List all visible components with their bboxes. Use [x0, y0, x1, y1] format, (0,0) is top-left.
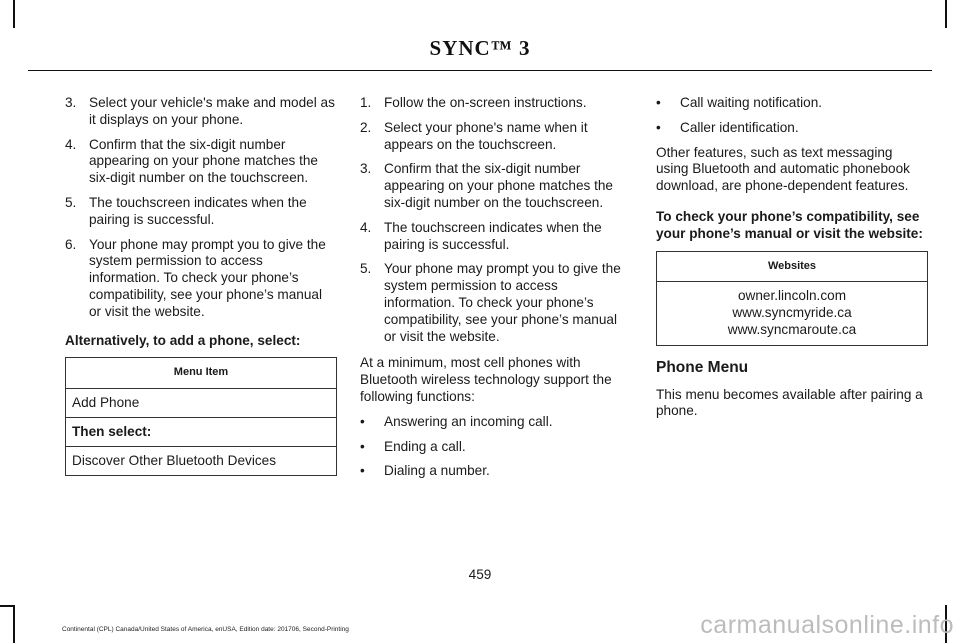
- bullet-icon: •: [656, 119, 661, 135]
- bullet-icon: •: [656, 95, 661, 110]
- watermark: carmanualsonline.info: [700, 611, 954, 639]
- list-item: [65, 195, 337, 229]
- bullet-text: Call waiting notification.: [680, 95, 823, 110]
- table-row: Discover Other Bluetooth Devices: [66, 446, 337, 475]
- list-item: [360, 161, 632, 211]
- paragraph: Other features, such as text messaging using Bluetooth and automatic phonebook download, are phone-dependent features.: [656, 144, 910, 194]
- steps-list: [360, 95, 632, 345]
- step-text: The touchscreen indicates when the pairing is successful.: [89, 194, 307, 227]
- list-item: [65, 237, 337, 321]
- table-row: [657, 282, 928, 345]
- step-number: 4.: [360, 219, 372, 235]
- list-item: [360, 414, 632, 431]
- list-item: [656, 95, 928, 112]
- table-header: Websites: [657, 251, 928, 282]
- step-text: Select your vehicle's make and model as it displays on your phone.: [89, 95, 335, 127]
- step-number: 1.: [360, 95, 372, 110]
- paragraph: At a minimum, most cell phones with Bluetooth wireless technology support the following functions:: [360, 355, 612, 404]
- menu-table: [65, 357, 337, 475]
- step-text: Confirm that the six-digit number appearing on your phone matches the six-digit number on the touchscreen.: [89, 136, 318, 186]
- websites-table: [656, 251, 928, 346]
- website-link: owner.lincoln.com: [737, 288, 847, 304]
- page-title: SYNC™ 3: [429, 36, 531, 60]
- footer-edition-info: Continental (CPL) Canada/United States of America, enUSA, Edition date: 201706, Second-Printing: [62, 626, 349, 633]
- section-heading: Phone Menu: [656, 358, 749, 376]
- step-number: 3.: [65, 95, 77, 110]
- list-item: [360, 261, 632, 345]
- step-text: Your phone may prompt you to give the system permission to access information. To check your phone’s compatibility, see your phone’s manual or visit the website.: [384, 261, 621, 344]
- step-text: Select your phone's name when it appears on the touchscreen.: [384, 119, 588, 152]
- list-item: [360, 463, 632, 480]
- step-text: Your phone may prompt you to give the system permission to access information. To check your phone’s compatibility, see your phone’s manual or visit the website.: [89, 236, 326, 319]
- bullet-list: [360, 414, 632, 480]
- compatibility-note: To check your phone’s compatibility, see your phone’s manual or visit the website:: [656, 208, 923, 241]
- list-item: [360, 120, 632, 154]
- website-link: www.syncmaroute.ca: [727, 321, 857, 337]
- step-number: 2.: [360, 119, 372, 135]
- list-item: [656, 120, 928, 137]
- bullet-icon: •: [360, 438, 365, 454]
- list-item: [65, 95, 337, 129]
- bullet-text: Ending a call.: [384, 438, 466, 454]
- website-link: www.syncmyride.ca: [732, 305, 852, 321]
- step-text: The touchscreen indicates when the pairing is successful.: [384, 219, 602, 252]
- bullet-text: Dialing a number.: [384, 463, 490, 479]
- step-number: 4.: [65, 136, 77, 152]
- page-number: 459: [468, 567, 492, 582]
- crop-mark-top-right: [945, 0, 947, 28]
- section-text: This menu becomes available after pairing a phone.: [656, 386, 923, 419]
- crop-mark-bottom-left: [13, 605, 15, 643]
- list-item: [360, 95, 632, 112]
- table-header: Menu Item: [66, 358, 337, 389]
- step-number: 5.: [360, 261, 372, 277]
- crop-mark-top-left: [13, 0, 15, 28]
- column-2: [360, 95, 632, 488]
- table-row: Add Phone: [66, 389, 337, 418]
- step-number: 6.: [65, 236, 77, 252]
- step-number: 5.: [65, 194, 77, 210]
- steps-list: [65, 95, 337, 321]
- step-text: Follow the on-screen instructions.: [384, 95, 587, 110]
- list-item: [65, 137, 337, 187]
- table-row: Then select:: [66, 417, 337, 446]
- list-item: [360, 439, 632, 456]
- step-number: 3.: [360, 161, 372, 177]
- bullet-icon: •: [360, 413, 365, 429]
- alt-heading: Alternatively, to add a phone, select:: [65, 332, 301, 348]
- step-text: Confirm that the six-digit number appearing on your phone matches the six-digit number on the touchscreen.: [384, 161, 613, 210]
- bullet-text: Answering an incoming call.: [384, 413, 553, 429]
- bullet-icon: •: [360, 463, 365, 479]
- column-3: [656, 95, 928, 428]
- bullet-text: Caller identification.: [680, 119, 799, 135]
- header-rule: [28, 70, 932, 71]
- list-item: [360, 220, 632, 254]
- column-1: [65, 95, 337, 486]
- crop-mark-bottom-left-h: [0, 605, 14, 607]
- bullet-list: [656, 95, 928, 137]
